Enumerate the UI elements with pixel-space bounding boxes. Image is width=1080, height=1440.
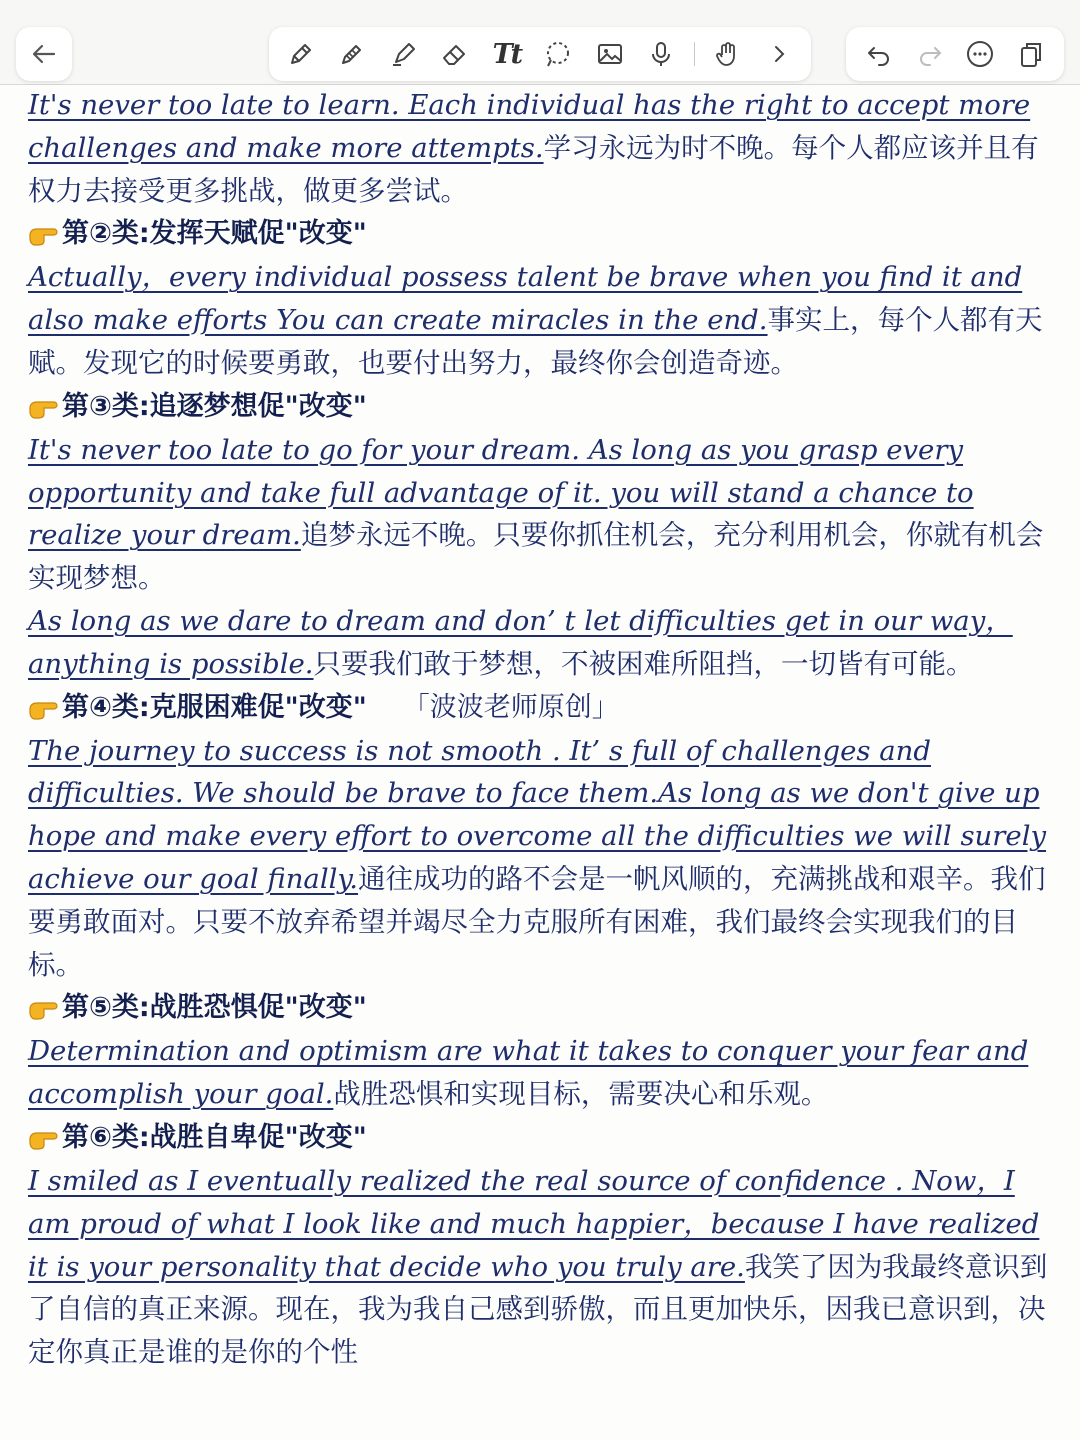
english-sentence: The journey to success is not smooth . It’ s full of challenges and difficulties. We should be brave to face them.As long as we don't give up hope and make every effort to overcome all the difficulties we will surely achieve our goal finally. [28,734,1047,895]
image-icon [595,39,625,69]
eraser-tool-button[interactable] [436,35,474,73]
chinese-translation: 学习永远为时不晚。每个人都应该并且有权力去接受更多挑战，做更多尝试。 [28,131,1039,207]
top-toolbar [0,0,1080,85]
undo-icon [864,39,894,69]
microphone-icon [646,39,676,69]
chinese-translation: 只要我们敢于梦想，不被困难所阻挡，一切皆有可能。 [313,647,974,680]
image-tool-button[interactable] [591,35,629,73]
chinese-translation: 通往成功的路不会是一帆风顺的，充满挑战和艰辛。我们要勇敢面对。只要不放弃希望并竭尽全力克服所有困难，我们最终会实现我们的目标。 [28,862,1046,981]
more-tools-button[interactable] [760,35,798,73]
author-credit: 「波波老师原创」 [402,691,619,723]
chevron-right-icon [764,39,794,69]
heading-text: 第②类:发挥天赋促"改变" [62,218,367,250]
pen-icon [286,39,316,69]
text-tool-label: Tt [492,38,522,70]
paragraph-3 [28,429,1064,600]
pointing-hand-icon [28,221,60,247]
pages-button[interactable] [1012,35,1050,73]
back-button[interactable] [16,27,72,81]
category-heading-5 [28,986,1064,1030]
lasso-tool-button[interactable] [539,35,577,73]
pointing-hand-icon [28,695,60,721]
paragraph-5 [28,730,1064,987]
pencil-tool-button[interactable] [333,35,371,73]
paragraph-6 [28,1030,1064,1116]
category-heading-6 [28,1116,1064,1160]
redo-icon [915,39,945,69]
chinese-translation: 我笑了因为我最终意识到了自信的真正来源。现在，我为我自己感到骄傲，而且更加快乐，因我已意识到，决定你真正是谁的是你的个性 [28,1250,1048,1369]
ellipsis-circle-icon [965,39,995,69]
english-sentence: It's never too late to go for your dream. As long as you grasp every opportunity and take full advantage of it. you will stand a chance to realize your dream. [28,433,974,552]
toolbar-divider [694,42,695,66]
heading-text: 第⑤类:战胜恐惧促"改变" [62,992,367,1024]
pointing-hand-icon [28,1125,60,1151]
english-sentence: Determination and optimism are what it takes to conquer your fear and accomplish your goal. [28,1035,1029,1111]
gesture-tool-button[interactable] [709,35,747,73]
english-sentence: Actually，every individual possess talent be brave when you find it and also make efforts You can create miracles in the end. [28,261,1023,337]
note-page[interactable] [28,84,1064,1374]
redo-button[interactable] [911,35,949,73]
category-heading-4 [28,686,1064,730]
english-sentence: It's never too late to learn. Each individual has the right to accept more challenges and make more attempts. [28,89,1031,164]
chinese-translation: 事实上，每个人都有天赋。发现它的时候要勇敢，也要付出努力，最终你会创造奇迹。 [28,304,1043,379]
pen-tool-button[interactable] [282,35,320,73]
arrow-left-icon [30,40,58,68]
paragraph-4 [28,600,1064,686]
chinese-translation: 追梦永远不晚。只要你抓住机会，充分利用机会，你就有机会实现梦想。 [28,519,1044,595]
pointing-hand-icon [28,394,60,420]
pencil-icon [337,39,367,69]
lasso-icon [543,39,573,69]
category-heading-3 [28,385,1064,429]
category-heading-2 [28,212,1064,256]
paragraph-2 [28,256,1064,384]
more-options-button[interactable] [961,35,999,73]
english-sentence: I smiled as I eventually realized the real source of confidence . Now，I am proud of what I look like and much happier，because I have realized it is your personality that decide who you truly are. [28,1164,1040,1283]
text-tool-button[interactable] [488,35,526,73]
microphone-tool-button[interactable] [642,35,680,73]
english-sentence: As long as we dare to dream and don’ t let difficulties get in our way，anything is possible. [28,604,1013,680]
highlighter-icon [389,39,419,69]
chinese-translation: 战胜恐惧和实现目标，需要决心和乐观。 [333,1078,829,1111]
hand-gesture-icon [713,39,743,69]
pointing-hand-icon [28,995,60,1021]
heading-text: 第⑥类:战胜自卑促"改变" [62,1121,367,1153]
eraser-icon [440,39,470,69]
highlighter-tool-button[interactable] [385,35,423,73]
heading-text: 第③类:追逐梦想促"改变" [62,390,367,422]
action-bar [846,27,1064,81]
paragraph-1 [28,84,1064,212]
undo-button[interactable] [860,35,898,73]
heading-text: 第④类:克服困难促"改变" [62,691,367,723]
pages-icon [1016,39,1046,69]
tool-palette [269,27,811,81]
paragraph-7 [28,1160,1064,1374]
